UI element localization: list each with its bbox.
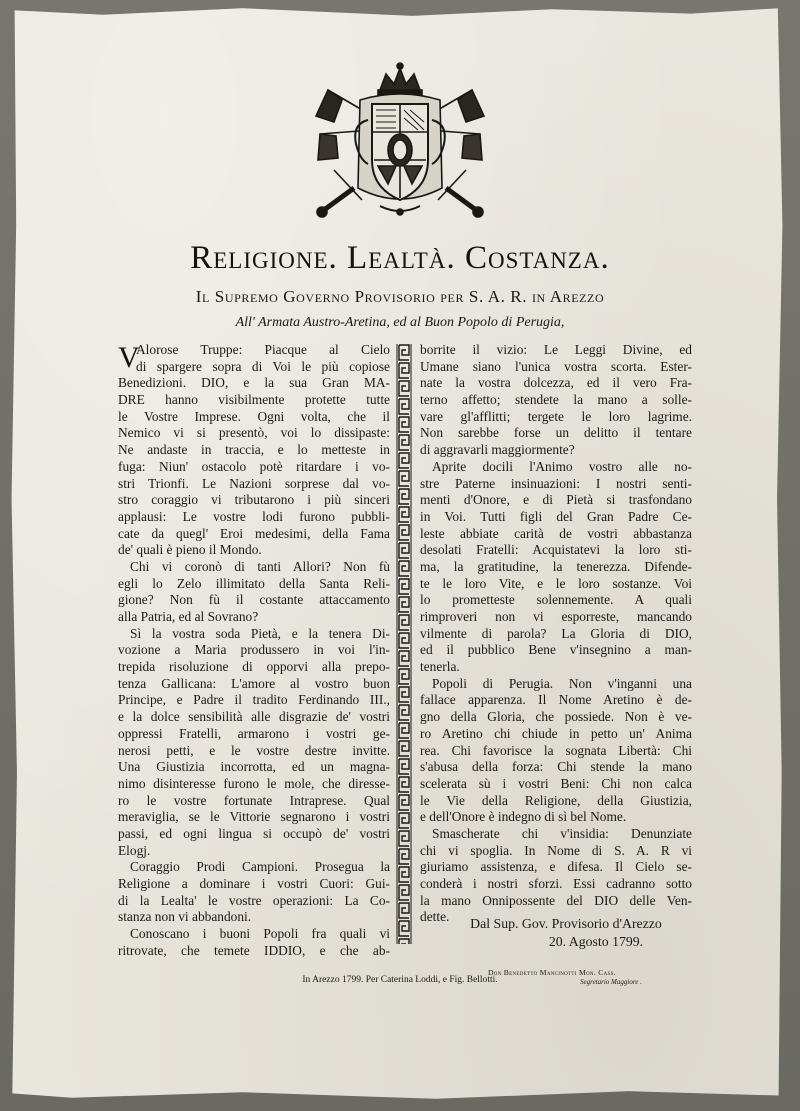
text-line: ro Aretino chi chiude in petto un' Anima [420,725,692,741]
text-line: vozione a Maria produssero in voi l'in- [118,642,390,658]
signatory-name: Don Benedetto Mancinotti Mon. Cass. [488,968,616,977]
text-line: dette. [420,909,450,925]
text-line: e dell'Onore è indegno di sì bel Nome. [420,809,627,825]
text-line: di aggravarli maggiormente? [420,442,575,458]
text-line: stanza non vi abbandoni. [118,909,252,925]
text-line: ma, la gratitudine, la tenerezza. Difende- [420,558,692,574]
printer-imprint: In Arezzo 1799. Per Caterina Loddi, e Fig. Bellotti. [302,975,498,985]
text-line: Benedizioni. DIO, e la sua Gran MA- [118,375,390,391]
text-line: fuga: Niun' ostacolo potè ritardare i vo- [118,458,390,474]
signatory-role: Segretario Maggiore . [580,978,642,986]
text-line: Coraggio Prodi Campioni. Prosegua la [130,859,390,875]
text-line: lo prometteste solennemente. A quali [420,592,692,608]
text-line: egli lo Zelo illimitato della Santa Reli- [118,575,390,591]
text-line: Non sarebbe forse un delitto il tentare [420,425,692,441]
addressee-line: All' Armata Austro-Aretina, ed al Buon Popolo di Perugia, [235,315,565,330]
text-line: s'abusa della forza: Chi stende la mano [420,759,692,775]
text-line: Smascherate chi v'insidia: Denunziate [432,825,692,841]
text-line: Umane siano l'unica vostra scorta. Ester- [420,358,692,374]
text-line: passi, ed ogni lingua si occupò de' vostri [118,825,390,841]
text-line: nate la vostra dolcezza, ed il vero Fra- [420,375,692,391]
coat-of-arms-icon [314,60,486,220]
text-line: fallace apparenza. Il Nome Aretino è de- [420,692,692,708]
text-line: borrite il vizio: Le Leggi Divine, ed [420,342,692,357]
left-column [118,342,390,959]
text-line: alla Patria, ed al Sovrano? [118,609,259,624]
text-line: te le loro Vite, e le loro sostanze. Voi [420,575,692,591]
text-line: Nemico vi si presentò, voi lo dissipaste: [118,425,390,441]
text-line: tenza Gallicana: L'amore al vostro buon [118,675,390,691]
text-line: Una Giustizia incorrotta, ed un magna- [118,759,390,775]
text-line: di spargere sopra di Voi le più copiose [136,358,390,374]
text-line: stri Trionfi. Le Nazioni sorprese dal vo- [118,475,390,491]
text-line: menti d'Onore, e di Pietà si trasfondano [420,492,692,508]
signature-place: Dal Sup. Gov. Provisorio d'Arezzo [470,916,662,931]
text-line: vare gl'afflitti; tergete le loro lagrime. [420,408,692,424]
greek-key-divider-icon [396,344,412,944]
text-line: terno affetto; stendete la mano a solle- [420,392,692,408]
text-line: trepida risoluzione di opporvi alla prepo- [118,659,390,675]
text-line: la mano Onnipossente del DIO delle Ven- [420,892,692,908]
proclamation-title: Religione. Lealtà. Costanza. [190,240,610,276]
text-line: vilmente di parola? La Gloria di DIO, [420,625,692,641]
text-line: ed il pubblico Bene v'insegnino a man- [420,642,692,658]
text-line: in Voi. Tutti figli del Gran Padre Ce- [420,508,692,524]
text-line: Religione a dominare i vostri Cuori: Gui- [118,876,390,891]
text-line: scelerata sù i vostri Beni: Chi non calca [420,775,692,791]
text-line: Sì la vostra soda Pietà, e la tenera Di- [130,625,390,641]
text-line: Conoscano i buoni Popoli fra quali vi [130,926,390,942]
text-line: Alorose Truppe: Piacque al Cielo [136,342,390,357]
text-line: ritrovate, che temete IDDIO, e che ab- [118,942,390,958]
text-line: oppressi Fratelli, armarono i vostri ge- [118,725,390,741]
text-line: gno della Gloria, che possiede. Non è ve- [420,709,692,725]
text-line: de' quali è pieno il Mondo. [118,542,262,558]
text-line: Principe, e Padre il tradito Ferdinando III., [118,692,390,708]
text-line: rea. Chi favorisce la sognata Libertà: Chi [420,742,692,758]
text-line: nimo disinteresse furono le mole, che diresse- [118,775,390,791]
text-line: tenerla. [420,659,460,675]
issuing-authority: Il Supremo Governo Provisorio per S. A. R. in Arezzo [195,287,605,306]
text-line: stre Paterne insinuazioni: I nostri senti- [420,475,692,491]
text-line: chi vi spoglia. In Nome di S. A. R vi [420,842,692,858]
text-line: rimproveri non vi esporreste, mancando [420,609,692,624]
drop-cap: V [118,341,140,374]
text-line: cate da quegl' Eroi medesimi, della Fama [118,525,390,541]
text-line: DRE hanno visibilmente protette tutte [118,392,390,408]
right-column [420,342,692,926]
text-line: le Vostre Imprese. Ogni volta, che il [118,408,390,424]
text-line: gione? Non fù il costante attaccamento [118,592,390,608]
text-line: Chi vi coronò di tanti Allori? Non fù [130,558,390,574]
text-line: Elogj. [118,842,151,858]
text-line: conderà i nostri sforzi. Essi cadranno sotto [420,876,692,891]
text-line: stro coraggio vi tributarono i più sinceri [118,492,390,508]
text-line: di la Lealta' le vostre operazioni: La Co- [118,892,390,908]
text-line: Popoli di Perugia. Non v'inganni una [432,675,692,691]
text-line: le Vie della Religione, della Giustizia, [420,792,692,808]
text-line: meraviglia, se le Vittorie segnarono i vostri [118,809,390,825]
text-line: giuriamo assistenza, e difesa. Il Cielo se- [420,859,692,875]
text-line: Ne andaste in traccia, e lo metteste in [118,442,390,458]
text-line: applausi: Le vostre lodi furono pubbli- [118,508,390,524]
text-line: ro le vostre fortunate Intraprese. Qual [118,792,390,808]
text-line: leste abbiate carità de vostri abbastanza [420,525,692,541]
text-line: nerosi petti, e le vostre destre invitte. [118,742,390,758]
signature-date: 20. Agosto 1799. [548,934,644,949]
text-line: e la dolce sensibilità alle disgrazie de' vostri [118,709,390,725]
text-line: Aprite docili l'Animo vostro alle no- [432,458,692,474]
text-line: desolati Fratelli: Acquistatevi la loro sti- [420,542,692,558]
